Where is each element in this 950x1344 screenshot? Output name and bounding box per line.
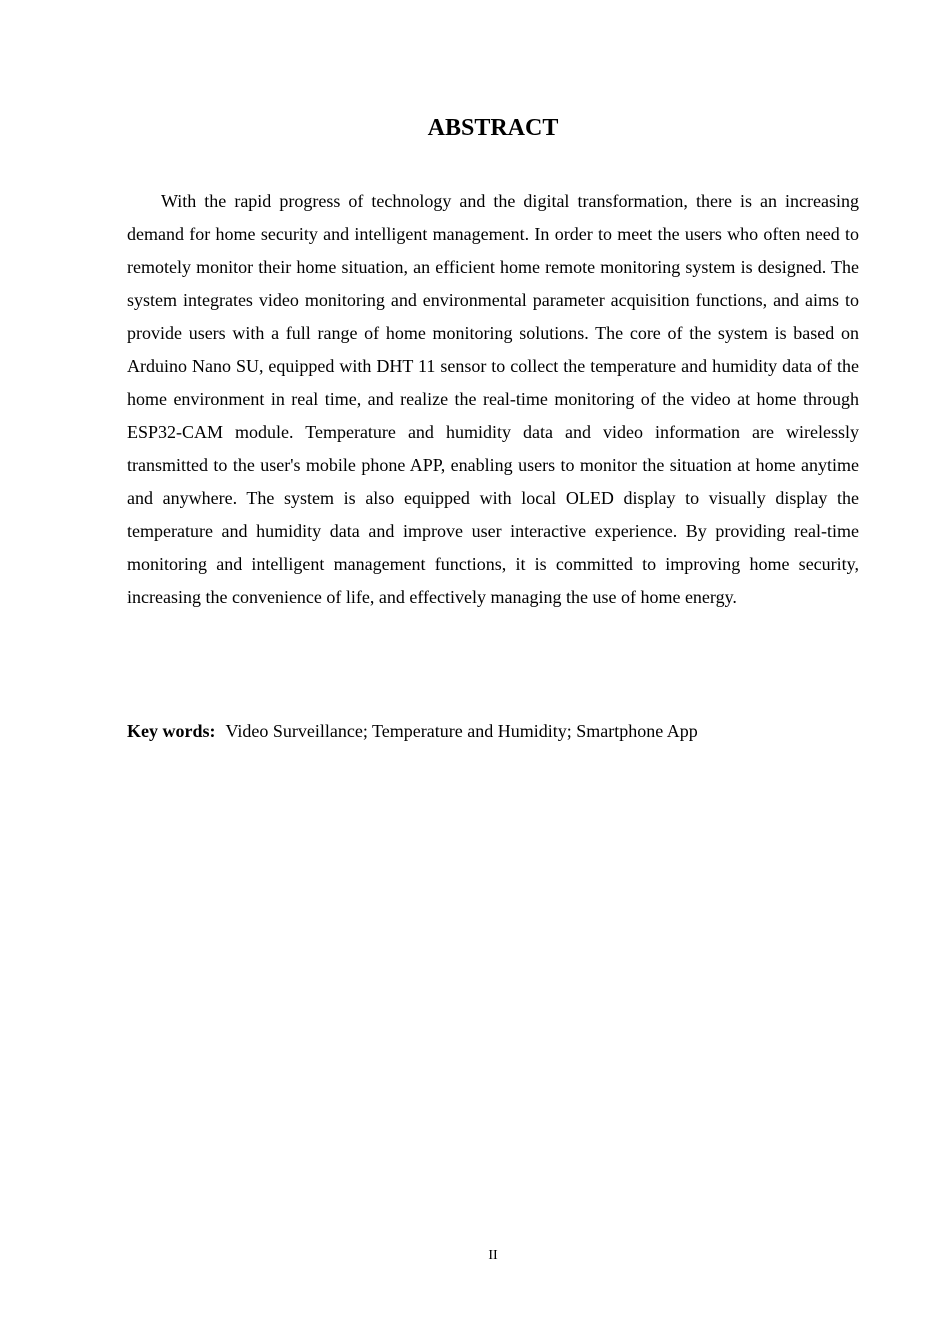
- keywords-line: [127, 715, 859, 748]
- keywords-value: Video Surveillance; Temperature and Humidity; Smartphone App: [225, 721, 698, 741]
- keywords-label: Key words:: [127, 721, 216, 741]
- page-number: II: [488, 1248, 498, 1263]
- abstract-paragraph: With the rapid progress of technology and the digital transformation, there is an increasing demand for home security and intelligent management. In order to meet the users who often need to remotely monitor their home situation, an efficient home remote monitoring system is designed. The system integrates video monitoring and environmental parameter acquisition functions, and aims to provide users with a full range of home monitoring solutions. The core of the system is based on Arduino Nano SU, equipped with DHT 11 sensor to collect the temperature and humidity data of the home environment in real time, and realize the real-time monitoring of the video at home through ESP32-CAM module. Temperature and humidity data and video information are wirelessly transmitted to the user's mobile phone APP, enabling users to monitor the situation at home anytime and anywhere. The system is also equipped with local OLED display to visually display the temperature and humidity data and improve user interactive experience. By providing real-time monitoring and intelligent management functions, it is committed to improving home security, increasing the convenience of life, and effectively managing the use of home energy.: [127, 191, 859, 607]
- abstract-title: ABSTRACT: [427, 115, 559, 141]
